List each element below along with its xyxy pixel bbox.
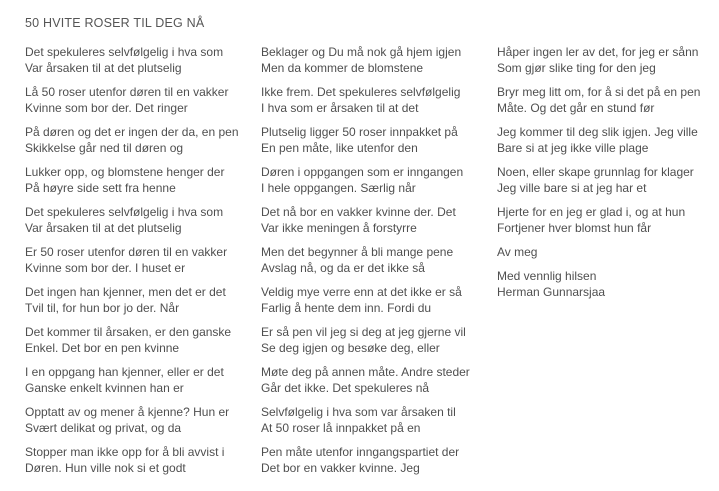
poem-line: Bryr meg litt om, for å si det på en pen [497,85,701,99]
stanza [261,364,497,396]
page-title: 50 HVITE ROSER TIL DEG NÅ [25,16,205,30]
signature [497,268,719,300]
stanza [261,404,497,436]
poem-line: Enkel. Det bor en pen kvinne [25,341,180,355]
stanza [261,244,497,276]
stanza [497,164,719,196]
stanza [261,164,497,196]
stanza [497,244,719,260]
poem-line: Er 50 roser utenfor døren til en vakker [25,245,228,259]
poem-line: Kvinne som bor der. Det ringer [25,101,188,115]
poem-line: Opptatt av og mener å kjenne? Hun er [25,405,230,419]
text-column-2 [261,44,497,484]
text-column-3 [497,44,719,308]
stanza [261,444,497,476]
poem-line: På høyre side sett fra henne [25,181,176,195]
stanza [261,124,497,156]
poem-line: På døren og det er ingen der da, en pen [25,125,239,139]
poem-line: Tvil til, for hun bor jo der. Når [25,301,180,315]
poem-line: Det spekuleres selvfølgelig i hva som [25,45,224,59]
poem-line: Ganske enkelt kvinnen han er [25,381,184,395]
poem-line: Farlig å hente dem inn. Fordi du [261,301,432,315]
stanza [25,84,261,116]
poem-line: Men det begynner å bli mange pene [261,245,454,259]
stanza [261,284,497,316]
poem-line: Døren. Hun ville nok si et godt [25,461,186,475]
stanza [261,324,497,356]
poem-line: Veldig mye verre enn at det ikke er så [261,285,462,299]
poem-line: En pen måte, like utenfor den [261,141,418,155]
text-column-1 [25,44,261,484]
stanza [497,124,719,156]
poem-line: Hjerte for en jeg er glad i, og at hun [497,205,686,219]
poem-line: Se deg igjen og besøke deg, eller [261,341,440,355]
stanza [261,84,497,116]
poem-line: Ikke frem. Det spekuleres selvfølgelig [261,85,461,99]
poem-line: Svært delikat og privat, og da [25,421,182,435]
poem-line: Avslag nå, og da er det ikke så [261,261,425,275]
poem-line: Håper ingen ler av det, for jeg er sånn [497,45,699,59]
poem-line: Er så pen vil jeg si deg at jeg gjerne vil [261,325,466,339]
poem-line: Lukker opp, og blomstene henger der [25,165,225,179]
poem-line: I hva som er årsaken til at det [261,101,419,115]
stanza [25,164,261,196]
stanza [261,44,497,76]
stanza [25,244,261,276]
poem-line: Det bor en vakker kvinne. Jeg [261,461,420,475]
poem-line: Skikkelse går ned til døren og [25,141,184,155]
stanza [497,204,719,236]
poem-line: Plutselig ligger 50 roser innpakket på [261,125,458,139]
poem-line: Var ikke meningen å forstyrre [261,221,417,235]
poem-line: I en oppgang han kjenner, eller er det [25,365,224,379]
poem-line: Kvinne som bor der. I huset er [25,261,186,275]
stanza [25,284,261,316]
poem-line: Måte. Og det går en stund før [497,101,655,115]
poem-line: Døren i oppgangen som er inngangen [261,165,464,179]
poem-line: Pen måte utenfor inngangspartiet der [261,445,460,459]
poem-line: Var årsaken til at det plutselig [25,221,182,235]
stanza [25,204,261,236]
poem-line: Stopper man ikke opp for å bli avvist i [25,445,225,459]
poem-line: Det kommer til årsaken, er den ganske [25,325,232,339]
poem-line: Men da kommer de blomstene [261,61,424,75]
poem-line: Bare si at jeg ikke ville plage [497,141,649,155]
poem-line: At 50 roser lå innpakket på en [261,421,421,435]
poem-line: Var årsaken til at det plutselig [25,61,182,75]
stanza [25,444,261,476]
stanza [497,44,719,76]
stanza [25,364,261,396]
poem-line: Jeg kommer til deg slik igjen. Jeg ville [497,125,698,139]
poem-line: Lå 50 roser utenfor døren til en vakker [25,85,229,99]
poem-line: Selvfølgelig i hva som var årsaken til [261,405,456,419]
poem-line: Med vennlig hilsen [497,269,597,283]
poem-line: Fortjener hver blomst hun får [497,221,652,235]
poem-line: Noen, eller skape grunnlag for klager [497,165,694,179]
poem-line: Jeg ville bare si at jeg har et [497,181,647,195]
stanza [25,324,261,356]
stanza [25,124,261,156]
poem-line: Herman Gunnarsjaa [497,285,606,299]
poem-line: Går det ikke. Det spekuleres nå [261,381,430,395]
poem-line: I hele oppgangen. Særlig når [261,181,416,195]
poem-line: Det ingen han kjenner, men det er det [25,285,226,299]
poem-line: Det spekuleres selvfølgelig i hva som [25,205,224,219]
poem-line: Av meg [497,245,538,259]
poem-line: Det nå bor en vakker kvinne der. Det [261,205,456,219]
text-columns [25,44,719,484]
stanza [25,44,261,76]
poem-line: Som gjør slike ting for den jeg [497,61,656,75]
stanza [497,84,719,116]
poem-line: Beklager og Du må nok gå hjem igjen [261,45,462,59]
stanza [25,404,261,436]
poem-line: Møte deg på annen måte. Andre steder [261,365,470,379]
stanza [261,204,497,236]
